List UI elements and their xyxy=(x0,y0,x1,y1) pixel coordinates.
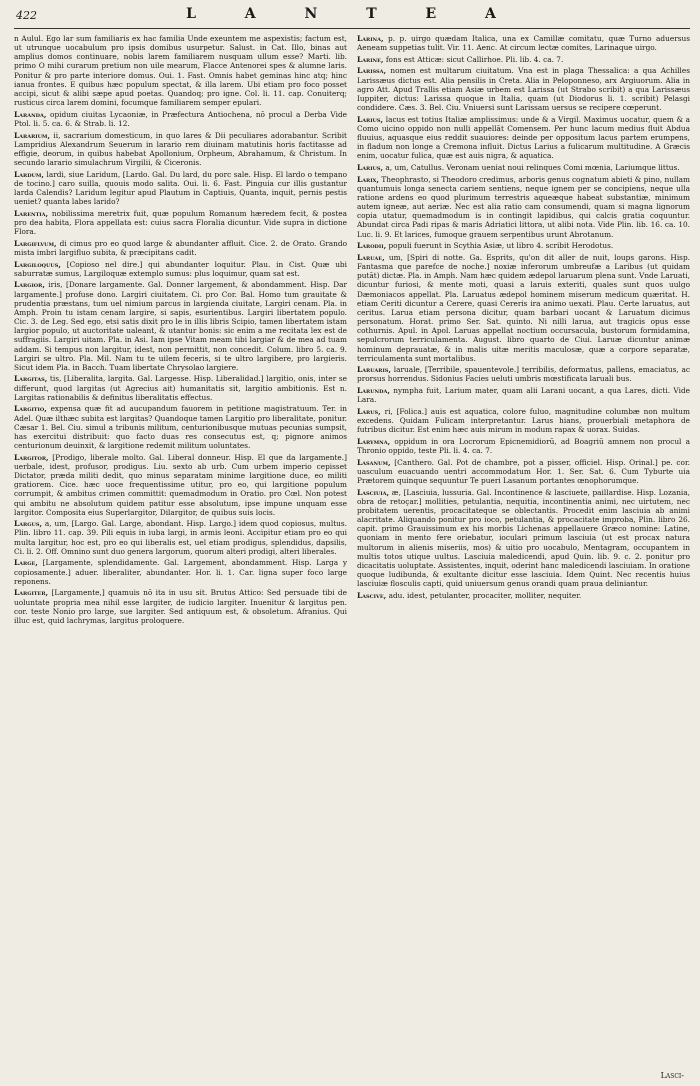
entry-lemma: Laruae, xyxy=(357,252,385,262)
entry-lemma: Largus, xyxy=(14,519,42,529)
entry-lemma: Largiflvum, xyxy=(14,238,57,248)
dictionary-entry xyxy=(14,588,347,625)
entry-text: [Largamente, splendidamente. Gal. Largement, abondamment. Hisp. Larga y copiosamente.] aduer. liberaliter, abundanter. Hor. li. 1. Car. ligna super foco large reponens. xyxy=(14,558,347,586)
entry-text: nympha fuit, Larium mater, quam alii Larani uocant, a qua Lares, dicti. Vide Lara. xyxy=(357,386,690,405)
entry-lemma: Largiloquus, xyxy=(14,259,61,269)
entry-lemma: Large, xyxy=(14,558,38,568)
entry-text: lardi, siue Laridum, [Lardo. Gal. Du lard, du porc sale. Hisp. El lardo o tempano de tocino.] caro suilla, quouis modo salita. Oui. li. 6. Fast. Pinguia cur illis gustantur larda Calendis? Laridum legitur apud Plautum in Captiuis, Quanta, inquit, pernis pestis ueniet? quanta labes larido? xyxy=(14,169,347,207)
entry-lemma: Largitio, xyxy=(14,404,47,414)
entry-lemma: Largitas, xyxy=(14,374,48,384)
dictionary-entry xyxy=(14,110,347,128)
entry-text: di cimus pro eo quod large & abundanter affluit. Cice. 2. de Orato. Grando mista imbri largifluo subita, & præcipitans cadit. xyxy=(14,238,347,257)
entry-lemma: Laruaris, xyxy=(357,365,391,375)
dictionary-entry xyxy=(14,453,347,517)
page-header xyxy=(14,6,690,29)
running-title: L A N T E A xyxy=(186,6,518,22)
dictionary-entry xyxy=(14,131,347,168)
right-column xyxy=(357,34,690,1074)
entry-text: p. p. uirgo quædam Italica, una ex Camillæ comitatu, quæ Turno aduersus Aeneam suppetias tulit. Vir. 11. Aenc. At circum lectæ comites, Larinaque uirgo. xyxy=(357,34,690,53)
entry-text: ri, [Folica.] auis est aquatica, colore fuluo, magnitudine columbæ non multum excedens. Quidam Fulicam interpretantur. Larus hians, prouerbiali metaphora de futribus dicitur. Est enim hæc auis mirum in modum rapax & uorax. Suidas. xyxy=(357,406,690,435)
entry-lemma: Larymna, xyxy=(357,436,391,446)
dictionary-entry xyxy=(14,519,347,556)
entry-lemma: Lardum, xyxy=(14,169,44,179)
entry-lemma: Largior, xyxy=(14,280,45,290)
entry-lemma: Lascive, xyxy=(357,590,387,600)
dictionary-entry xyxy=(14,239,347,257)
entry-text: [Largamente,] quamuis nō ita in usu sit. Brutus Attico: Sed persuade tibi de uoluntate propria mea nihil esse largiter, de iudicio largiter. Inuenitur & largitus pen. cor. teste Nonio pro large, sue largiter. Sed antiquum est, & obsoletum. Afranius. Qui illuc est, quid lachrymas, largitus proloquere. xyxy=(14,588,347,625)
entry-text: [Copioso nel dire.] qui abundanter loquitur. Plau. in Cist. Quæ ubi saburratæ sumus, Largiloquæ extemplo sumus: plus loquimur, quam sat est. xyxy=(14,259,347,278)
entry-text: [Canthero. Gal. Pot de chambre, pot a pisser, officiel. Hisp. Orinal.] pe. cor. uasculum euacuando uentri accommodatum Hor. 1. Ser. Sat. 6. Cum Tyburte uia Prætorem quinque sequuntur Te pueri Lasanum portantes œnophorumque. xyxy=(357,457,690,486)
entry-lemma: Lasciuia, xyxy=(357,487,390,497)
entry-text: laruale, [Terribile, spauentevole.] terribilis, deformatus, pallens, emaciatus, ac prorsus horrendus. Sidonius Facies ueluti umbris mœstificata laruali bus. xyxy=(357,365,690,384)
entry-lemma: Largiter, xyxy=(14,588,49,598)
entry-lemma: Largitor, xyxy=(14,452,49,462)
dictionary-entry xyxy=(357,386,690,404)
catchword: Lasci- xyxy=(660,1071,684,1080)
dictionary-entry xyxy=(357,437,690,455)
dictionary-entry xyxy=(357,488,690,589)
entry-text: nobilissima meretrix fuit, quæ populum Romanum hæredem fecit, & postea pro dea habita, Flora appellata est: cuius sacra Floralia dicuntur. Vide supra in dictione Flora. xyxy=(14,208,347,237)
entry-text: [Prodigo, liberale molto. Gal. Liberal donneur. Hisp. El que da largamente.] uerbale, idest, profusor, prodigus. Liu. sexto ab urb. Cum urbem imperio cepisset Dictator, præda militi dedit, quo minus separatam minime largitione duce, eo militi gratiorem. Cice. hæc uoce frequentissime utitur, pro eo, qui largitione populum corrumpit, & ambitus crimen committit: quemadmodum in Oratio. pro Cœl. Non potest qui ambitu ne absolutum quidem patitur esse absolutum, ipse impune unquam esse largitor. Composita eius Superlargitor, Dilargitor, de quibus suis locis. xyxy=(14,452,347,517)
entry-text: n Aulul. Ego lar sum familiaris ex hac familia Unde exeuntem me aspexistis; factum est, ut utrunque uocabulum pro ipsis domibus usurpetur. Salust. in Cat. Illo, binas aut amplius domos continuare, nobis larem familiarem nusquam ullum esse? Marti. lib. primo O mihi curarum pretium non uile mearum, Flacce Antenorei spes & alumne laris. Ponitur & pro parte interiore domus. Oui. 1. Fast. Omnis habet geminas hinc atq; hinc ianua frontes. E quibus hæc populum spectat, & illa larem. Ubi etiam pro foco posset accipi, sicut & alibi sæpe apud poetas. Quandoq; pro igne. Col. li. 11. cap. Conuiterq; rusticus circa larem domini, focumque familiarem semper epulari. xyxy=(14,34,347,108)
dictionary-entry xyxy=(357,241,690,250)
dictionary-entry xyxy=(357,163,690,172)
dictionary-entry xyxy=(14,209,347,236)
dictionary-entry xyxy=(357,115,690,161)
text-columns xyxy=(14,34,690,1074)
entry-text: ii, sacrarium domesticum, in quo lares & Dii peculiares adorabantur. Scribit Lampridius Alexandrum Seuerum in larario rem diuinam matutinis horis factitasse ad effigie, deorum, in quibus habebat Apollonium, Orpheum, Abrahamum, & Christum. In secundo larario simulachrum Virgilii, & Ciceronis. xyxy=(14,130,347,168)
dictionary-entry xyxy=(14,34,347,107)
left-column xyxy=(14,34,347,1074)
page-number: 422 xyxy=(16,9,37,22)
dictionary-entry xyxy=(357,458,690,485)
entry-text: opidum ciuitas Lycaoniæ, in Præfectura Antiochena, nō procul a Derba Vide Ptol. li. 5. ca. 6. & Strab. li. 12. xyxy=(14,109,347,128)
dictionary-entry xyxy=(357,591,690,600)
entry-lemma: Larentia, xyxy=(14,208,49,218)
dictionary-entry xyxy=(14,404,347,450)
entry-lemma: Lasanum, xyxy=(357,457,391,467)
entry-lemma: Larodii, xyxy=(357,241,387,251)
entry-text: fons est Atticæ: sicut Callirhoe. Pli. lib. 4. ca. 7. xyxy=(385,54,564,64)
entry-lemma: Larix, xyxy=(357,174,379,184)
entry-lemma: Laranda, xyxy=(14,109,47,119)
dictionary-entry xyxy=(14,170,347,207)
dictionary-entry xyxy=(14,558,347,585)
entry-text: Theophrasto, si Theodoro credimus, arboris genus cognatum abieti & pino, nullam quantumuis longa senecta cariem sentiens, neque ignem per se concipiens, neque ulla ratione ardens eo quod plurimum terrestris aqueæque habeat substantiæ, minimum autem igneæ, aut aeriæ. Nec est alia ratio cam consumendi, quam si magna lignorum copia utatur, quemadmodum is in contingit lapidibus, qui calcis gratia coquuntur. Abundat circa Padi ripas & maris Adriatici littora, ut alibi nota. Vide Plin. lib. 16. ca. 10. Luc. li. 9. Et larices, fumoque grauem serpentibus urunt Abrotanum. xyxy=(357,174,690,239)
entry-text: adu. idest, petulanter, procaciter, molliter, nequiter. xyxy=(388,590,582,600)
entry-lemma: Larunda, xyxy=(357,386,390,396)
entry-text: a, um, Catullus. Veronam ueniat noui relinques Comi mœnia, Lariumque littus. xyxy=(385,163,680,173)
entry-text: populi fuerunt in Scythia Asiæ, ut libro 4. scribit Herodotus. xyxy=(388,241,614,251)
entry-text: expensa quæ fit ad aucupandum fauorem in petitione magistratuum. Ter. in Adel. Quæ ilthæc subita est largitas? Quandoque tamen Largitio pro liberalitate, ponitur. Cæsar 1. Bel. Ciu. simul a tribunis militum, centurionibusque mutuas pecunias sumpsit, has exercitui distribuit: quo facto duas res consecutus est, q; pignore animos centurionum deuinxit, & largitione redemit militum uoluntates. xyxy=(14,404,347,451)
entry-lemma: Larius, xyxy=(357,114,384,124)
entry-lemma: Larina, xyxy=(357,34,384,43)
entry-text: iris, [Donare largamente. Gal. Donner largement, & abondamment. Hisp. Dar largamente.] profuse dono. Largiri ciuitatem. Ci. pro Cor. Bal. Homo tum grauitate & prudentia præstans, tum uel nimium parcus in largienda ciuitate, Largiri cenam. Pla. in Amph. Proin tu istam cenam largire, si sapis, esurientibus. Largiri libertatem populo. Cic. 3. de Leg. Sed ego, etsi satis dixit pro le in illis libris Scipio, tamen libertatem istam largior populo, ut auctoritate ualeant, & utantur bonis: sic enim a me recitata lex est de suffragiis. Largiri uitam. Pla. in Asi. Iam ipse Vitam meam tibi largiar & de mea ad tuam addam. Si tempus non largitur, idest, non permittit, non concedit. Colum. libro 5. ca. 9. Largiri se ultro. Pla. Mil. Nam tu te uilem feceris, si te ultro largibere, pro largieris. Sicut idem Pla. in Bacch. Tuam libertate Chrysolao largiere. xyxy=(14,280,347,372)
entry-text: æ, [Lasciuia, lussuria. Gal. Incontinence & lasciuete, paillardise. Hisp. Lozania, obra de retoçar.] mollities, petulantia, nequitia, incontinentia animi, nec uirtutem, nec probitatem uerentis, procacitateque se oblectantis. Procedit enim lasciuia ab animi alacritate. Aliquando ponitur pro ioco, petulantia, & procacitate improba, Plin. libro 26. capit. primo Grauissimum ex his morbis Lichenas appellauere Græco nomine: Latine, quoniam in mento fere oriebatur, ioculari primum lasciuia (ut est procax natura multorum in alienis miseriis, mos) & uitio pro uocabulo, Mentagram, occupantem in multis totos utique uultus. Lasciuia maledicendi, apud Quin. lib. 9. c. 2. ponitur pro dicacitatis uoluptate. Assistentes, inquit, oderint hanc maledicendi lasciuiam. In oratione quoque ludibunda, & exultante dicitur esse lasciuia. Idem Quint. Nec recentis huius lasciuiæ flosculis capti, quid uniuersum genus orandi quam praua deliniantur. xyxy=(357,487,690,589)
entry-text: tis, [Liberalita, largita. Gal. Largesse. Hisp. Liberalidad.] largitio, onis, inter se differunt, quod largitas (ut Agrecius ait) humanitatis sit, largitio ambitionis. Est n. Largitas rationabilis & definitus liberalitatis effectus. xyxy=(14,374,347,402)
entry-text: a, um, [Largo. Gal. Large, abondant. Hisp. Largo.] idem quod copiosus, multus. Plin. libro 11. cap. 39. Pili equis in iuba largi, in armis leoni. Accipitur etiam pro eo qui multa largitur, hoc est, pro eo qui liberalis est, uel etiam prodigus, splendidus, dapsilis, Ci. li. 2. Off. Omnino sunt duo genera largorum, quorum alteri prodigi, alteri liberales. xyxy=(14,519,347,556)
entry-text: lacus est totius Italiæ amplissimus: unde & a Virgil. Maximus uocatur, quem & a Como uicino oppido non nulli appellāt Comensem. Per hunc lacum medius fluit Abdua fluuius, aquasque eius reddit suauiores: deinde per oppositum lacus partem erumpens, in fladum non longe a Cremona influit. Dictus Larius a fulicarum multitudine. A Græcis enim, uocatur fulica, quæ est auis nigra, & aquatica. xyxy=(357,114,690,161)
dictionary-entry xyxy=(357,175,690,239)
dictionary-entry xyxy=(357,407,690,434)
dictionary-entry xyxy=(14,374,347,401)
entry-lemma: Larine, xyxy=(357,54,384,64)
entry-lemma: Larissa, xyxy=(357,66,387,76)
dictionary-entry xyxy=(357,55,690,64)
entry-text: nomen est multarum ciuitatum. Vna est in plaga Thessalica: a qua Achilles Larissæus dictus est. Alia pensilis in Creta. Alia in Peloponneso, arx Argiuorum. Alia in agro Att. Apud Trallis etiam Asiæ urbem est Larissa (ut Strabo scribit) a qua Larissæus Iuppiter, dictus: Larissa quoque in Italia, quam (ut Diodorus li. 1. scribit) Pelasgi condidere. Cæs. 3. Bel. Ciu. Vniuersi sunt Larissam uersus se recipere cœperunt. xyxy=(357,66,690,113)
dictionary-entry xyxy=(14,260,347,278)
dictionary-entry xyxy=(357,365,690,383)
entry-lemma: Lararium, xyxy=(14,130,51,140)
dictionary-entry xyxy=(14,280,347,372)
dictionary-entry xyxy=(357,253,690,363)
entry-text: um, [Spiri di notte. Ga. Esprits, qu'on dit aller de nuit, loups garons. Hisp. Fantasma que parefce de noche.] noxiæ inferorum umbreufæ a Laribus (ut quidam putāt) dictæ. Pla. in Amph. Nam hæc quidem ædepol laruarum plena sunt. Vnde Laruati, dicuntur furiosi, & mente moti, quasi a laruis exteriti, quales sunt quos uulgo Dæmoniacos appellat. Pla. Laruatus ædepol hominem miserum medicum quæritat. H. etiam Ceriti dicuntur a Cerere, quasi Cereris ira animo uexati. Plau. Certe laruatus, aut ceritus. Larua etiam persona dicitur, quam barbari uocant & Laruatum dicimus personatum. Horat. primo Ser. Sat. quinto. Ni nilli larua, aut tragicis opus esse cothurnis. Apul. in Apol. Laruas appellat noctium occursacula, bustorum formidamina, sepulcrorum terriculamenta. August. libro quarto de Ciui. Laruæ dicuntur animæ hominum deprauatæ, & in malis uitæ meritis maculosæ, quæ a corpore separatæ, terriculamenta sunt mortalibus. xyxy=(357,252,690,363)
dictionary-entry xyxy=(357,34,690,52)
entry-lemma: Larius, xyxy=(357,163,384,173)
dictionary-entry xyxy=(357,66,690,112)
entry-text: oppidum in ora Locrorum Epicnemidiorū, ad Boagriū amnem non procul a Thronio oppido, teste Pli. li. 4. ca. 7. xyxy=(357,436,690,456)
entry-lemma: Larus, xyxy=(357,406,381,416)
